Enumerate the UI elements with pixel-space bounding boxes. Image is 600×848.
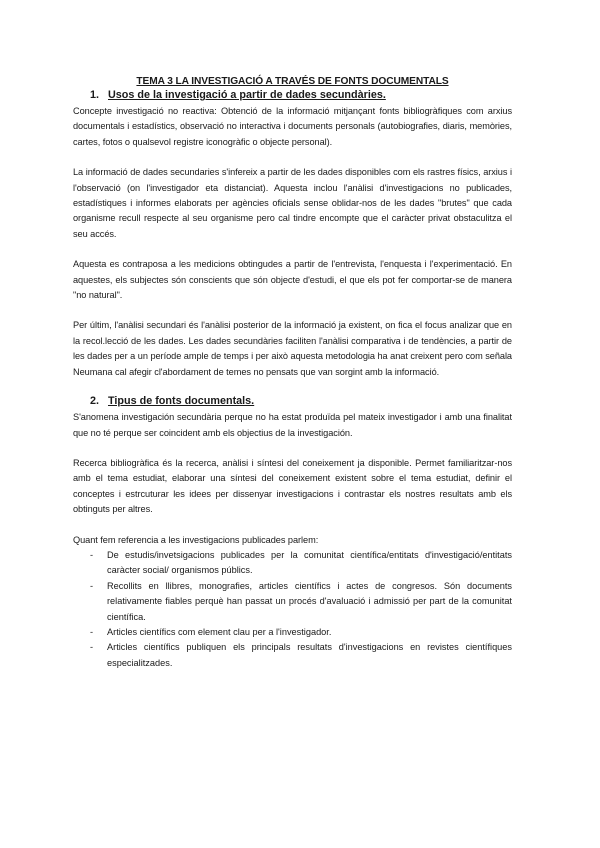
list-item: - Recollits en llibres, monografies, articles científics i actes de congresos. Són documents relativamente fiables perquè han passat un procés d'avaluació i admissió per part de la comunitat científica. [90,580,512,622]
section-2-heading [73,395,512,407]
section-1-number: 1. [90,89,100,101]
list-item: - Articles científics publiquen els principals resultats d'investigacions en revistes científiques especialitzades. [90,642,512,668]
paragraph: La informació de dades secundaries s'infereix a partir de les dades disponibles com els rastres físics, arxius i l'observació (on l'investigador eta distanciat). Aquesta inclou l'anàlisi d'investigacions no publicades, estadístiques i informes elaborats per agències oficials sense oblidar-nos de les dades "brutes" que cada organisme recull respecte al seu organisme pero cal tindre encompte que el caràcter privat obstaculitza el seu accés. [73,167,512,239]
section-2-title: Tipus de fonts documentals. [108,395,255,408]
section-1-heading [73,89,512,101]
paragraph: S'anomena investigación secundària perque no ha estat produïda pel mateix investigador i amb una finalitat que no té perque ser coincident amb els objectius de la investigación. [73,412,512,438]
bullet-marker: - [90,642,94,653]
section-2-number: 2. [90,395,100,408]
bullet-marker: - [90,626,94,637]
list-item: - Articles científics com element clau per a l'investigador. [73,625,512,640]
page-title: TEMA 3 LA INVESTIGACIÓ A TRAVÉS DE FONTS DOCUMENTALS [136,76,449,87]
bullet-list [73,548,512,671]
bullet-marker: - [90,549,94,560]
paragraph: Aquesta es contraposa a les medicions obtingudes a partir de l'entrevista, l'enquesta i l'experimentació. En aquestes, els subjectes són conscients que són objecte d'estudi, el que els pot fer comportar-se de manera "no natural". [73,259,512,301]
paragraph: Quant fem referencia a les investigacions publicades parlem: [73,534,319,545]
paragraph: Recerca bibliogràfica és la recerca, anàlisi i síntesi del coneixement ja disponible. Permet familiaritzar-nos amb el tema estudiat, elaborar una síntesi del coneixement existent sobre el tema estudiat, definir el conceptes i estrcuturar les idees per dissenyar investigacions i contrastar els nostres resultats amb els obtinguts per altres. [73,457,512,515]
bullet-marker: - [90,580,94,591]
paragraph: Concepte investigació no reactiva: Obtenció de la informació mitjançant fonts bibliogràfiques com arxius documentals i estadístics, observació no interactiva i documents personals (autobiografies, diaris, memòries, cartes, fotos o qualsevol registre iconogràfic o objecte personal). [73,106,512,147]
paragraph: Per últim, l'anàlisi secundari és l'anàlisi posterior de la informació ja existent, on fica el focus analizar que en la recol.lecció de les dades. Les dades secundàries faciliten l'anàlisi comparativa i de tendències, a partir de les dades per a un període ample de temps i per això aquesta metodologia ha anat creixent pero com señala Neumana cal afegir cl'abordament de temes no pensats que van sorgint amb la informació. [73,320,512,377]
list-item: - De estudis/invetsigacions publicades per la comunitat científica/entitats d'investigació/entitats caràcter social/ organismos públics. [90,549,512,576]
section-1-title: Usos de la investigació a partir de dades secundàries. [108,89,386,101]
